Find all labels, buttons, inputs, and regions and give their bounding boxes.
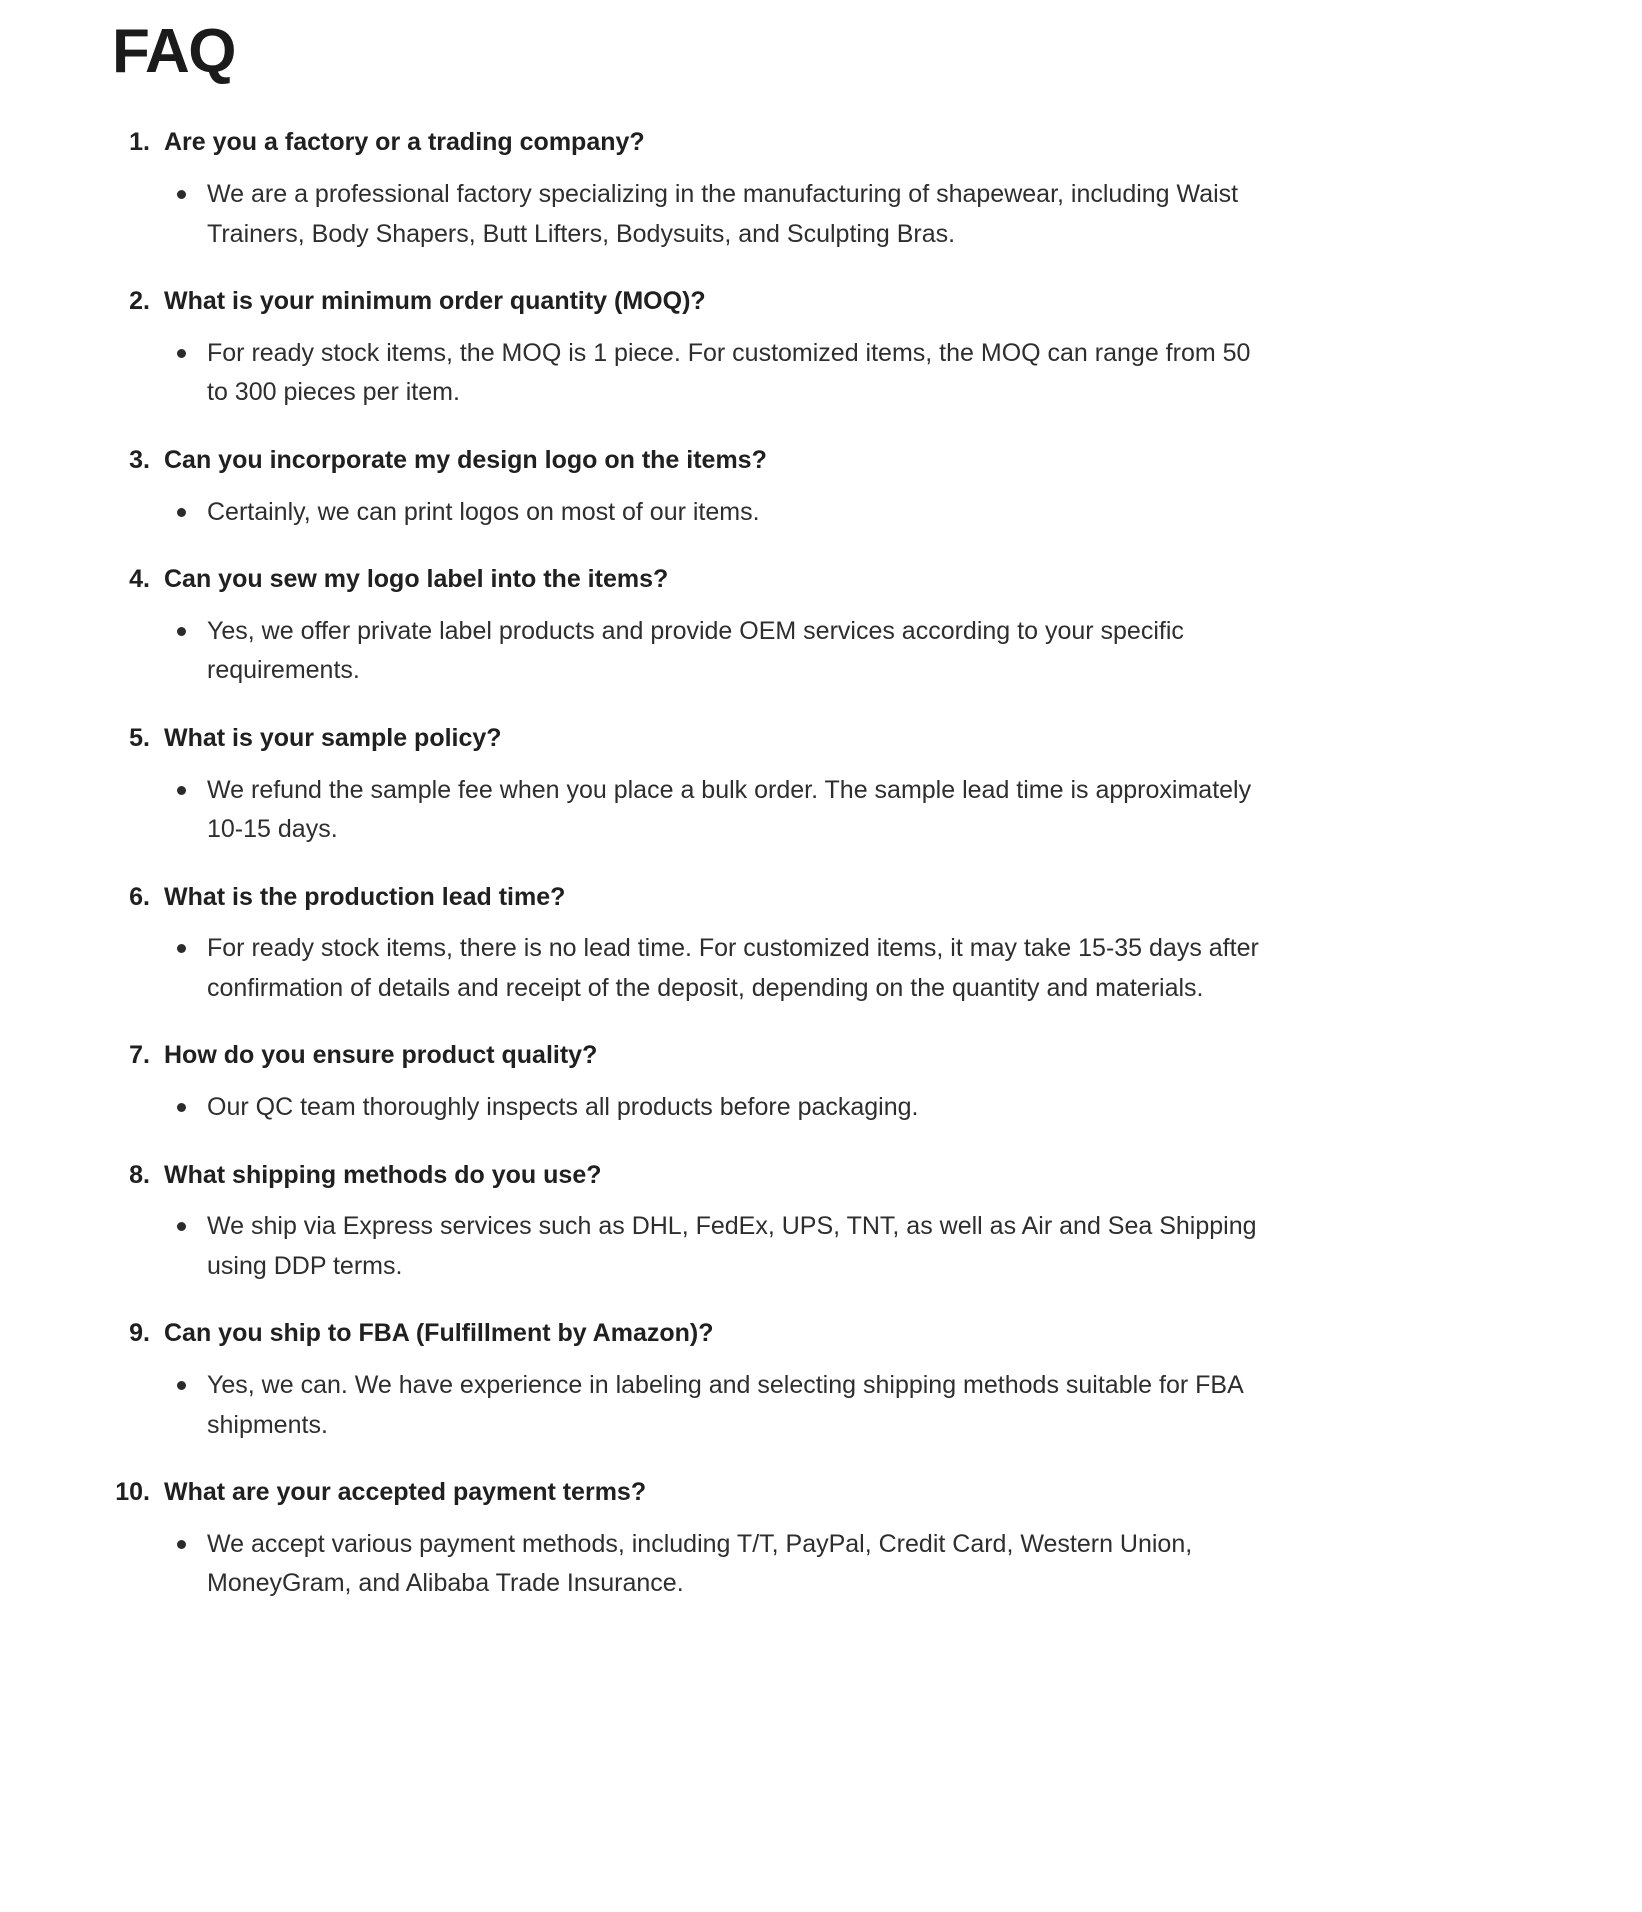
- faq-answer: [112, 1525, 1322, 1604]
- faq-item-9: [112, 1314, 1322, 1445]
- faq-item-10: [112, 1473, 1322, 1604]
- faq-item-5: [112, 719, 1322, 850]
- answer-text: We are a professional factory specializing in the manufacturing of shapewear, including Waist Trainers, Body Shapers, Butt Lifters, Bodysuits, and Sculpting Bras.: [207, 180, 1239, 248]
- faq-item-4: [112, 560, 1322, 691]
- faq-item-7: [112, 1036, 1322, 1127]
- bullet-icon: [177, 1103, 186, 1112]
- bullet-icon: [177, 190, 186, 199]
- faq-question: [112, 441, 1322, 480]
- faq-answer: [112, 1366, 1322, 1445]
- faq-answer: [112, 929, 1322, 1008]
- bullet-icon: [177, 1381, 186, 1390]
- answer-text: We ship via Express services such as DHL, FedEx, UPS, TNT, as well as Air and Sea Shipping using DDP terms.: [207, 1212, 1257, 1280]
- answer-text: For ready stock items, there is no lead time. For customized items, it may take 15-35 days after confirmation of details and receipt of the deposit, depending on the quantity and materials.: [207, 934, 1259, 1002]
- bullet-icon: [177, 786, 186, 795]
- faq-answer: [112, 771, 1322, 850]
- answer-text: Certainly, we can print logos on most of our items.: [207, 497, 760, 526]
- bullet-icon: [177, 508, 186, 517]
- question-number: 3.: [129, 445, 150, 474]
- question-text: Can you ship to FBA (Fulfillment by Amazon)?: [164, 1319, 714, 1348]
- question-text: What are your accepted payment terms?: [164, 1478, 647, 1507]
- question-text: Can you incorporate my design logo on the items?: [164, 445, 767, 474]
- bullet-icon: [177, 1222, 186, 1231]
- question-number: 4.: [129, 565, 150, 594]
- question-number: 2.: [129, 287, 150, 316]
- faq-question: [112, 1314, 1322, 1353]
- faq-question: [112, 560, 1322, 599]
- bullet-icon: [177, 944, 186, 953]
- answer-text: Yes, we offer private label products and provide OEM services according to your specific requirements.: [207, 616, 1184, 685]
- question-number: 7.: [129, 1041, 150, 1070]
- answer-text: We accept various payment methods, including T/T, PayPal, Credit Card, Western Union, MoneyGram, and Alibaba Trade Insurance.: [207, 1529, 1193, 1598]
- faq-item-6: [112, 878, 1322, 1009]
- faq-item-2: [112, 282, 1322, 413]
- bullet-icon: [177, 349, 186, 358]
- faq-item-1: [112, 123, 1322, 254]
- question-text: What is your minimum order quantity (MOQ)?: [164, 287, 706, 316]
- question-number: 6.: [129, 882, 150, 911]
- faq-question: [112, 282, 1322, 321]
- faq-question: [112, 123, 1322, 162]
- faq-answer: [112, 334, 1322, 413]
- faq-answer: [112, 493, 1322, 533]
- question-number: 5.: [129, 723, 150, 752]
- faq-answer: [112, 175, 1322, 254]
- faq-question: [112, 1473, 1322, 1512]
- question-number: 10.: [115, 1478, 150, 1507]
- faq-answer: [112, 1088, 1322, 1128]
- faq-question: [112, 1156, 1322, 1195]
- faq-answer: [112, 1207, 1322, 1286]
- faq-item-8: [112, 1156, 1322, 1287]
- question-text: Are you a factory or a trading company?: [164, 128, 645, 157]
- question-text: What is the production lead time?: [164, 882, 566, 911]
- faq-question: [112, 878, 1322, 917]
- question-number: 8.: [129, 1160, 150, 1189]
- faq-item-3: [112, 441, 1322, 532]
- question-text: What is your sample policy?: [164, 723, 502, 752]
- faq-answer: [112, 612, 1322, 691]
- answer-text: For ready stock items, the MOQ is 1 piece. For customized items, the MOQ can range from 50 to 300 pieces per item.: [207, 338, 1251, 407]
- faq-question: [112, 1036, 1322, 1075]
- answer-text: We refund the sample fee when you place a bulk order. The sample lead time is approximately 10-15 days.: [207, 775, 1252, 844]
- question-number: 1.: [129, 128, 150, 157]
- question-number: 9.: [129, 1319, 150, 1348]
- faq-question: [112, 719, 1322, 758]
- answer-text: Our QC team thoroughly inspects all products before packaging.: [207, 1093, 919, 1122]
- page-title: FAQ: [112, 17, 235, 86]
- answer-text: Yes, we can. We have experience in labeling and selecting shipping methods suitable for FBA shipments.: [207, 1371, 1243, 1439]
- question-text: How do you ensure product quality?: [164, 1041, 598, 1070]
- question-text: Can you sew my logo label into the items?: [164, 565, 669, 594]
- bullet-icon: [177, 627, 186, 636]
- bullet-icon: [177, 1540, 186, 1549]
- faq-list: [112, 123, 1322, 1604]
- question-text: What shipping methods do you use?: [164, 1160, 602, 1189]
